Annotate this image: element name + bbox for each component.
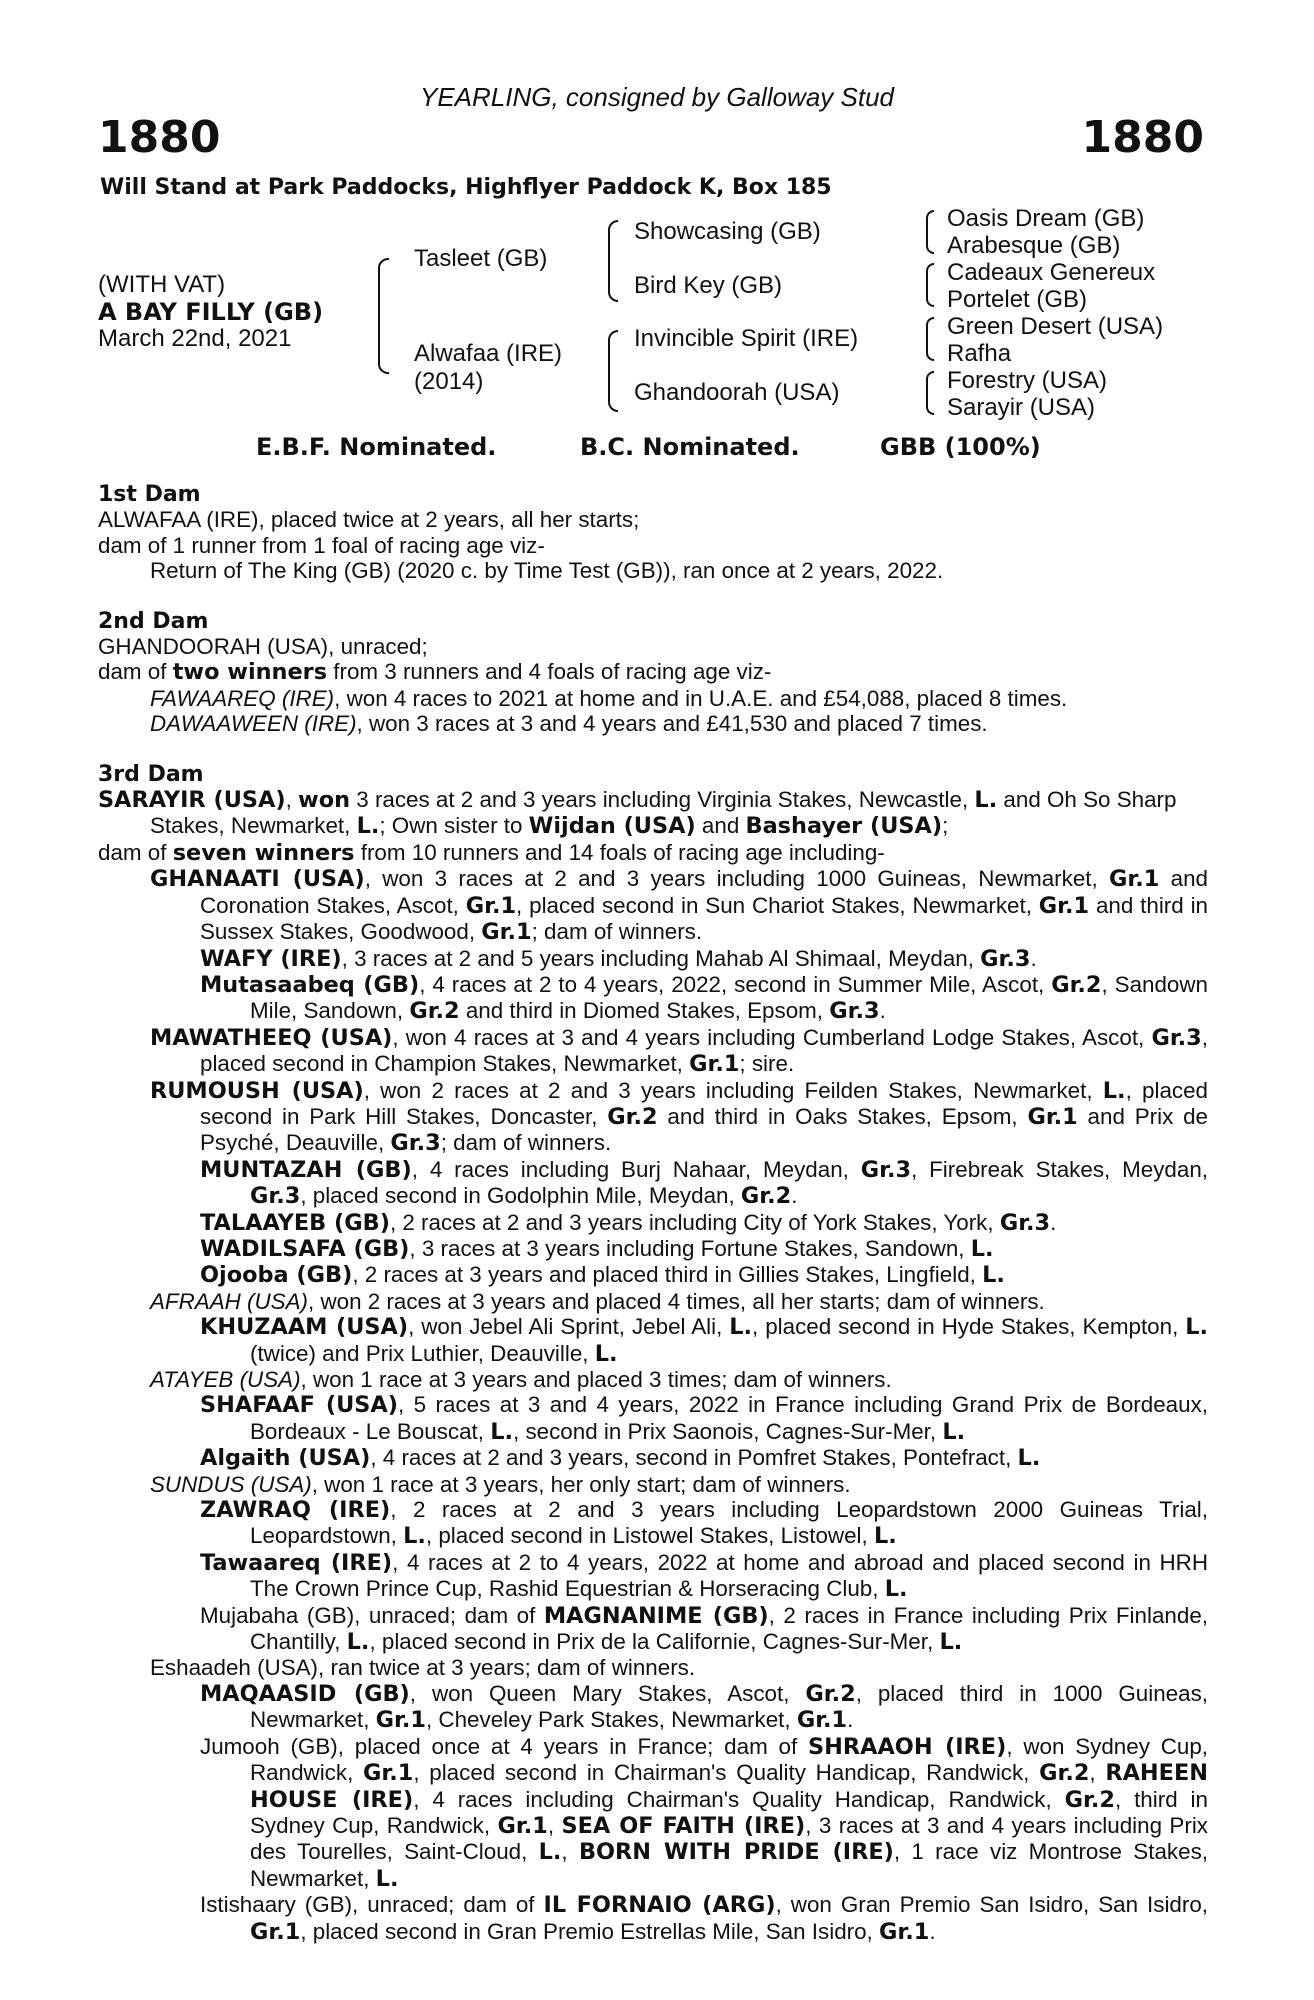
stand-location: Will Stand at Park Paddocks, Highflyer Paddock K, Box 185	[100, 175, 832, 200]
produce-entry: MAQAASID (GB), won Queen Mary Stakes, Ascot, Gr.2, placed third in 1000 Guineas, Newmarket, Gr.1, Cheveley Park Stakes, Newmarket, Gr.1.	[200, 1680, 1209, 1734]
gen3-7: Forestry (USA)	[947, 367, 1108, 394]
pedigree-brace	[608, 330, 618, 412]
lot-number-left: 1880	[98, 112, 221, 163]
produce-entry: GHANAATI (USA), won 3 races at 2 and 3 years including 1000 Guineas, Newmarket, Gr.1 and Coronation Stakes, Ascot, Gr.1, placed second in Sun Chariot Stakes, Newmarket, Gr.1 and third in Sussex Stakes, Goodwood, Gr.1; dam of winners.	[150, 866, 1208, 946]
third-dam-heading: 3rd Dam	[98, 761, 204, 787]
dam-sire: Invincible Spirit (IRE)	[634, 325, 859, 352]
pedigree-brace	[926, 371, 934, 415]
produce-entry: SHAFAAF (USA), 5 races at 3 and 4 years, 2022 in France including Grand Prix de Bordeaux, Bordeaux - Le Bouscat, L., second in Prix Saonois, Cagnes-Sur-Mer, L.	[200, 1392, 1208, 1445]
produce-entry: Algaith (USA), 4 races at 2 and 3 years, second in Pomfret Stakes, Pontefract, L.	[200, 1445, 1041, 1472]
sire-dam: Bird Key (GB)	[634, 272, 783, 299]
dam: Alwafaa (IRE)	[414, 340, 563, 367]
first-dam-line: dam of 1 runner from 1 foal of racing age viz-	[98, 532, 545, 558]
produce-entry: MAWATHEEQ (USA), won 4 races at 3 and 4 years including Cumberland Lodge Stakes, Ascot, Gr.3, placed second in Champion Stakes, Newmarket, Gr.1; sire.	[150, 1024, 1208, 1078]
sire: Tasleet (GB)	[414, 245, 548, 272]
produce-entry: Istishaary (GB), unraced; dam of IL FORNAIO (ARG), won Gran Premio San Isidro, San Isidro, Gr.1, placed second in Gran Premio Estrellas Mile, San Isidro, Gr.1.	[200, 1892, 1208, 1945]
gbb-status: GBB (100%)	[880, 433, 1041, 461]
second-dam-line: dam of two winners from 3 runners and 4 foals of racing age viz-	[98, 659, 772, 686]
second-dam-line: GHANDOORAH (USA), unraced;	[98, 634, 428, 660]
catalogue-body	[98, 482, 1208, 1945]
first-dam-heading: 1st Dam	[98, 482, 201, 507]
gen3-8: Sarayir (USA)	[947, 394, 1096, 421]
second-dam-produce: FAWAAREQ (IRE), won 4 races to 2021 at home and in U.A.E. and £54,088, placed 8 times.	[150, 685, 1068, 711]
produce-entry: WADILSAFA (GB), 3 races at 3 years including Fortune Stakes, Sandown, L.	[200, 1235, 994, 1262]
gen3-3: Cadeaux Genereux	[947, 259, 1156, 286]
produce-entry: RUMOUSH (USA), won 2 races at 2 and 3 years including Feilden Stakes, Newmarket, L., placed second in Park Hill Stakes, Doncaster, Gr.2 and third in Oaks Stakes, Epsom, Gr.1 and Prix de Psyché, Deauville, Gr.3; dam of winners.	[150, 1077, 1208, 1157]
consignment-line: YEARLING, consigned by Galloway Stud	[419, 82, 895, 112]
produce-entry: Mutasaabeq (GB), 4 races at 2 to 4 years, 2022, second in Summer Mile, Ascot, Gr.2, Sandown Mile, Sandown, Gr.2 and third in Diomed Stakes, Epsom, Gr.3.	[200, 971, 1209, 1025]
dam-year: (2014)	[414, 368, 484, 395]
produce-entry: Tawaareq (IRE), 4 races at 2 to 4 years, 2022 at home and abroad and placed second in HRH The Crown Prince Cup, Rashid Equestrian & Horseracing Club, L.	[200, 1549, 1208, 1603]
produce-entry: ZAWRAQ (IRE), 2 races at 2 and 3 years including Leopardstown 2000 Guineas Trial, Leopardstown, L., placed second in Listowel Stakes, Listowel, L.	[200, 1497, 1208, 1550]
lot-number-right: 1880	[1081, 112, 1204, 163]
pedigree-brace	[608, 220, 618, 302]
foaling-date: March 22nd, 2021	[98, 325, 292, 352]
produce-entry: Jumooh (GB), placed once at 4 years in France; dam of SHRAAOH (IRE), won Sydney Cup, Randwick, Gr.1, placed second in Chairman's Quality Handicap, Randwick, Gr.2, RAHEEN HOUSE (IRE), 4 races including Chairman's Quality Handicap, Randwick, Gr.2, third in Sydney Cup, Randwick, Gr.1, SEA OF FAITH (IRE), 3 races at 3 and 4 years including Prix des Tourelles, Saint-Cloud, L., BORN WITH PRIDE (IRE), 1 race viz Montrose Stakes, Newmarket, L.	[200, 1733, 1209, 1892]
dam-dam: Ghandoorah (USA)	[634, 379, 840, 406]
produce-entry: MUNTAZAH (GB), 4 races including Burj Nahaar, Meydan, Gr.3, Firebreak Stakes, Meydan, Gr.3, placed second in Godolphin Mile, Meydan, Gr.2.	[200, 1156, 1208, 1210]
horse-name: A BAY FILLY (GB)	[98, 298, 324, 326]
produce-entry: TALAAYEB (GB), 2 races at 2 and 3 years including City of York Stakes, York, Gr.3.	[200, 1209, 1057, 1236]
vat-note: (WITH VAT)	[98, 271, 226, 298]
gen3-5: Green Desert (USA)	[947, 313, 1164, 340]
second-dam-produce: DAWAAWEEN (IRE), won 3 races at 3 and 4 years and £41,530 and placed 7 times.	[150, 711, 988, 737]
pedigree-brace	[926, 317, 934, 361]
first-dam-produce: Return of The King (GB) (2020 c. by Time Test (GB)), ran once at 2 years, 2022.	[150, 558, 944, 584]
produce-entry: WAFY (IRE), 3 races at 2 and 5 years including Mahab Al Shimaal, Meydan, Gr.3.	[200, 945, 1037, 972]
produce-entry: SUNDUS (USA), won 1 race at 3 years, her only start; dam of winners.	[150, 1471, 851, 1497]
produce-entry: Mujabaha (GB), unraced; dam of MAGNANIME (GB), 2 races in France including Prix Finlande, Chantilly, L., placed second in Prix de la Californie, Cagnes-Sur-Mer, L.	[200, 1602, 1208, 1656]
gen3-1: Oasis Dream (GB)	[947, 205, 1145, 232]
pedigree-brace	[926, 263, 934, 307]
produce-entry: AFRAAH (USA), won 2 races at 3 years and placed 4 times, all her starts; dam of winners.	[150, 1288, 1045, 1314]
gen3-6: Rafha	[947, 340, 1012, 367]
pedigree-brace	[926, 210, 934, 254]
pedigree-brace	[378, 258, 389, 374]
produce-entry: Eshaadeh (USA), ran twice at 3 years; dam of winners.	[150, 1655, 696, 1681]
sire-sire: Showcasing (GB)	[634, 218, 821, 245]
first-dam-line: ALWAFAA (IRE), placed twice at 2 years, all her starts;	[98, 507, 640, 533]
ebf-nominated: E.B.F. Nominated.	[256, 433, 497, 461]
second-dam-heading: 2nd Dam	[98, 608, 209, 634]
third-dam-entry: SARAYIR (USA), won 3 races at 2 and 3 years including Virginia Stakes, Newcastle, L. and Oh So Sharp Stakes, Newmarket, L.; Own sister to Wijdan (USA) and Bashayer (USA);	[98, 787, 1177, 840]
gen3-2: Arabesque (GB)	[947, 232, 1121, 259]
produce-entry: ATAYEB (USA), won 1 race at 3 years and placed 3 times; dam of winners.	[150, 1367, 892, 1392]
produce-entry: KHUZAAM (USA), won Jebel Ali Sprint, Jebel Ali, L., placed second in Hyde Stakes, Kempton, L. (twice) and Prix Luthier, Deauville, L.	[200, 1314, 1209, 1367]
produce-entry: Ojooba (GB), 2 races at 3 years and placed third in Gillies Stakes, Lingfield, L.	[200, 1262, 1005, 1289]
gen3-4: Portelet (GB)	[947, 286, 1088, 313]
bc-nominated: B.C. Nominated.	[580, 433, 800, 461]
third-dam-line: dam of seven winners from 10 runners and 14 foals of racing age including-	[98, 839, 885, 866]
